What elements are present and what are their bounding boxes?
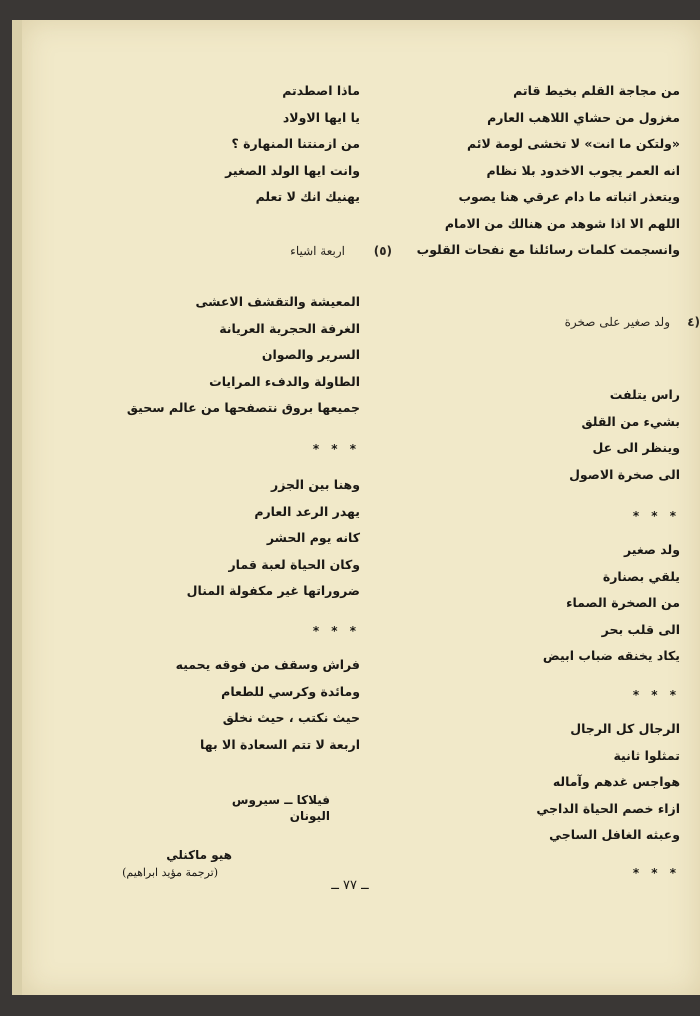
poem-line: الى قلب بحر: [601, 621, 680, 637]
poem-line: السرير والصوان: [261, 347, 360, 362]
section-number: (٤: [687, 315, 700, 329]
right-stanza-3: [360, 716, 680, 849]
poem-line: الغرفة الحجرية العريانة: [219, 320, 360, 336]
poem-line: الطاولة والدفء المرايات: [209, 373, 360, 389]
poem-line: وانت ايها الولد الصغير: [225, 162, 360, 178]
section-number: (٥): [373, 244, 392, 258]
place-line-2: اليونان: [289, 809, 330, 823]
poem-line: «ولتكن ما انت» لا تخشى لومة لائم: [466, 136, 680, 151]
poem-line: من ازمنتنا المنهارة ؟: [231, 136, 360, 151]
poem-line: مغزول من حشاي اللاهب العارم: [487, 109, 680, 125]
page-number: ــ ٧٧ ــ: [331, 878, 369, 893]
poem-line: ماذا اصطدتم: [282, 83, 360, 98]
stars-divider: * * *: [632, 688, 680, 702]
poem-line: الرجال كل الرجال: [570, 721, 680, 736]
left-stanza-3: [40, 652, 360, 758]
poem-line: من مجاجة القلم بخيط قاتم: [513, 83, 680, 98]
right-poem-top: [360, 78, 680, 264]
poem-line: وانسجمت كلمات رسائلنا مع نفحات القلوب: [416, 242, 680, 257]
left-stanza-2: [40, 472, 360, 605]
poem-line: يهدر الرعد العارم: [254, 503, 360, 519]
stars-divider: * * *: [312, 442, 360, 456]
right-stanza-2: [360, 537, 680, 670]
left-stanza-1: [40, 289, 360, 422]
poem-line: يلقي بصنارة: [602, 568, 680, 584]
poem-line: انه العمر يجوب الاخدود بلا نظام: [486, 162, 680, 178]
poem-line: يكاد يخنقه ضباب ابيض: [542, 648, 680, 663]
poem-line: راس يتلفت: [609, 387, 680, 402]
author-name: هيو ماكنلي: [166, 848, 232, 862]
poem-line: الى صخرة الاصول: [569, 466, 680, 482]
poem-line: ومائدة وكرسي للطعام: [221, 683, 360, 699]
poem-line: بشيء من القلق: [581, 413, 680, 429]
left-stanza-top: [40, 78, 360, 211]
section-4-heading: [687, 315, 700, 329]
section-5-number-wrap: [374, 244, 392, 258]
section-5-title-wrap: [290, 244, 345, 258]
poem-line: وعبثه الغافل الساجي: [549, 827, 680, 842]
poem-line: هواجس غدهم وآماله: [552, 774, 680, 789]
poem-line: يهنيك انك لا تعلم: [255, 189, 360, 204]
poem-line: وينظر الى عل: [592, 440, 680, 455]
poem-line: ضروراتها غير مكفولة المنال: [186, 583, 360, 598]
poem-line: وكان الحياة لعبة قمار: [228, 556, 360, 572]
poem-line: المعيشة والتقشف الاعشى: [195, 294, 360, 309]
poem-line: حيث نكتب ، حيث نخلق: [222, 710, 360, 725]
place-line-1: فيلاكا ــ سيروس: [231, 793, 330, 807]
poem-line: اللهم الا اذا شوهد من هنالك من الامام: [444, 215, 680, 231]
section-title: اربعة اشياء: [290, 244, 345, 258]
poem-line: وهنا بين الجزر: [271, 477, 360, 492]
right-stanza-1: [360, 382, 680, 488]
poem-line: ازاء خصم الحياة الداجي: [536, 800, 680, 816]
stars-divider: * * *: [312, 624, 360, 638]
poem-line: من الصخرة الصماء: [566, 595, 680, 610]
poem-line: يا ايها الاولاد: [282, 109, 360, 125]
poem-line: ويتعذر اثباته ما دام عرقي هنا يصوب: [458, 189, 680, 204]
poem-line: ولد صغير: [623, 542, 680, 557]
poem-line: فراش وسقف من فوقه يحميه: [175, 657, 360, 672]
section-4-title-wrap: [565, 315, 670, 329]
section-title: ولد صغير على صخرة: [564, 315, 670, 329]
poem-line: جميعها بروق نتصفحها من عالم سحيق: [126, 400, 360, 415]
poem-line: كانه يوم الحشر: [266, 530, 360, 545]
poem-line: اربعة لا تتم السعادة الا بها: [200, 736, 360, 752]
stars-divider: * * *: [632, 866, 680, 880]
stars-divider: * * *: [632, 509, 680, 523]
translator-credit: (ترجمة مؤيد ابراهيم): [122, 866, 218, 879]
poem-line: تمثلوا ثانية: [613, 747, 680, 763]
